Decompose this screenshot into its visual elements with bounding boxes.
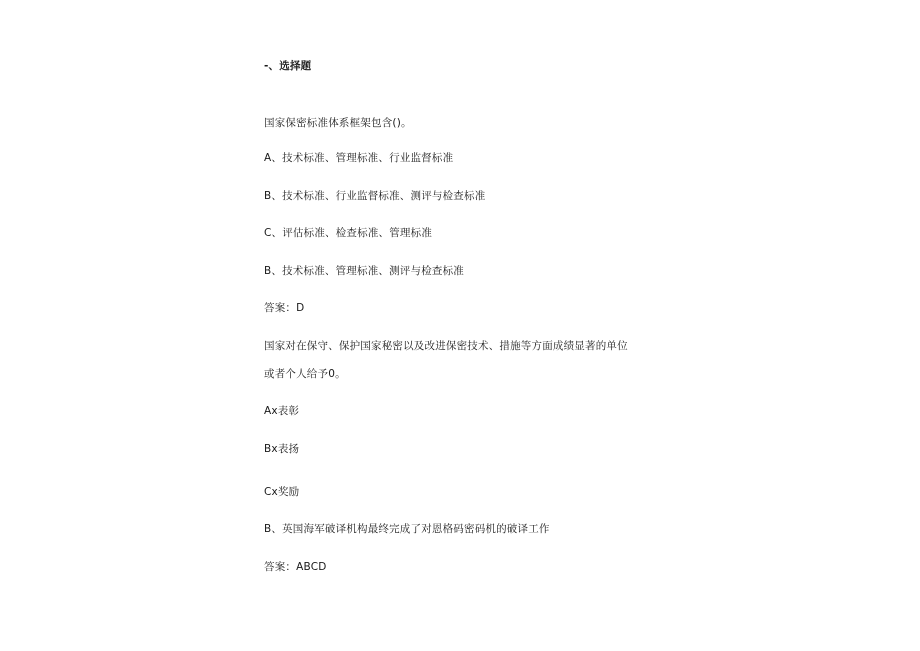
question-2-option-d: B、英国海军破译机构最终完成了对恩格码密码机的破译工作 [264, 523, 550, 535]
question-2-answer: 答案：ABCD [264, 561, 327, 573]
question-2-stem-line-1: 国家对在保守、保护国家秘密以及改进保密技术、措施等方面成绩显著的单位 [264, 340, 628, 352]
question-2-option-a: Ax表彰 [264, 405, 300, 417]
question-1-option-b: B、技术标准、行业监督标准、测评与检查标准 [264, 190, 486, 202]
section-heading: -、选择题 [264, 60, 312, 72]
question-1-option-d: B、技术标准、管理标准、测评与检查标准 [264, 265, 465, 277]
question-1-option-a: A、技术标准、管理标准、行业监督标准 [264, 152, 454, 164]
question-1-answer: 答案：D [264, 302, 305, 314]
question-2-option-c: Cx奖励 [264, 486, 300, 498]
question-2-stem-line-2: 或者个人给予0。 [264, 368, 346, 380]
question-2-option-b: Bx表扬 [264, 443, 300, 455]
question-1-stem: 国家保密标准体系框架包含()。 [264, 117, 412, 129]
question-1-option-c: C、评估标准、检查标准、管理标准 [264, 227, 433, 239]
